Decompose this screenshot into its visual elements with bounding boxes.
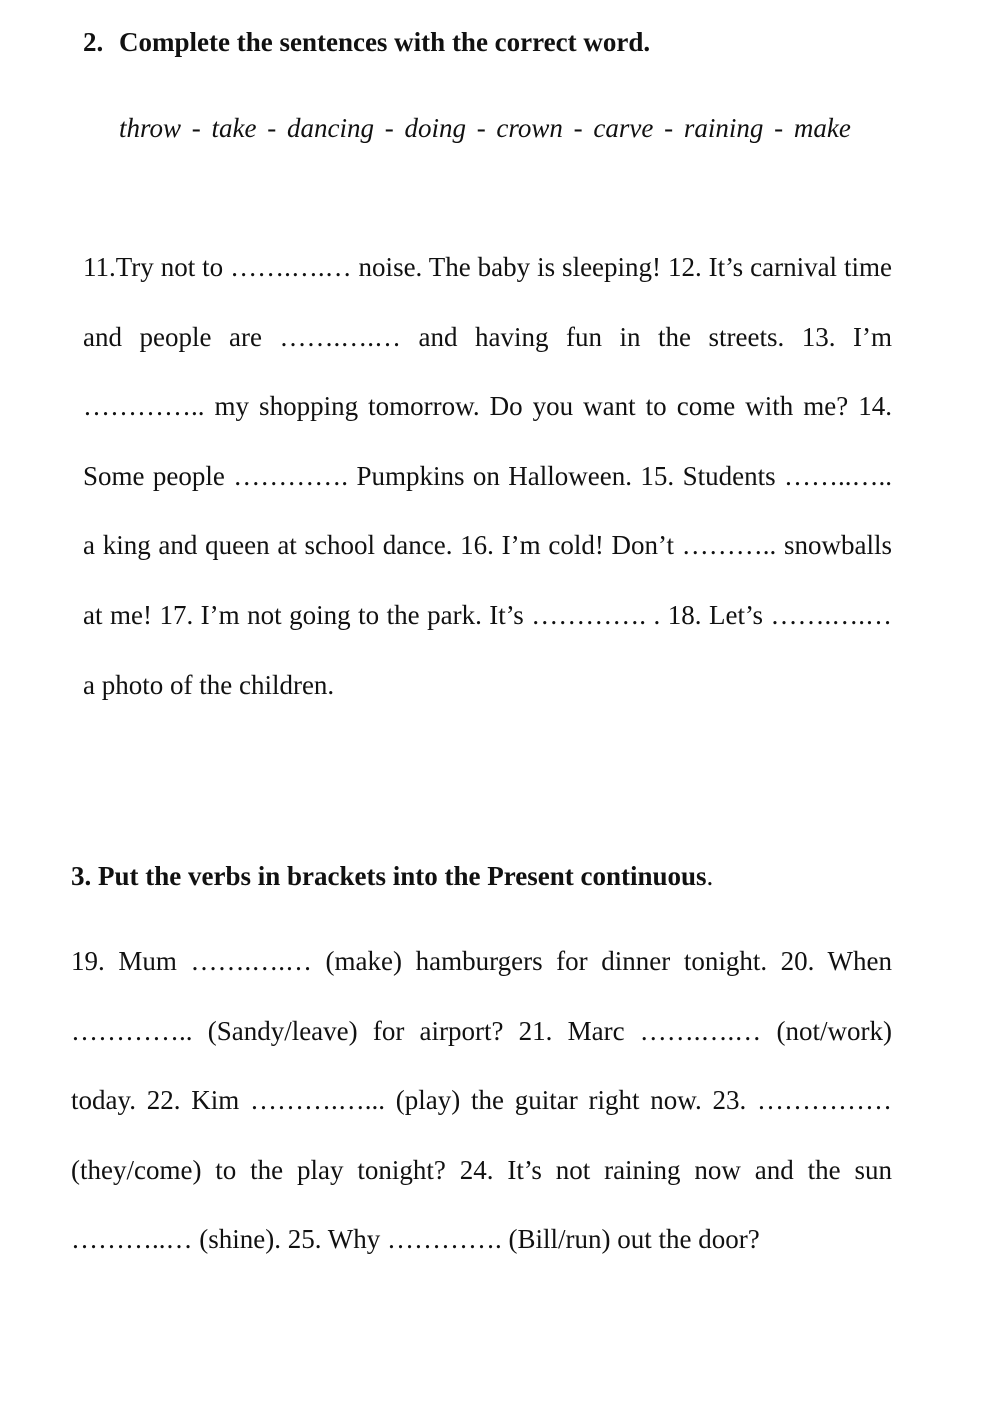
section-3-title-period: . (706, 861, 714, 891)
section-2-heading (83, 26, 650, 58)
section-2-number: 2. (83, 27, 104, 57)
word-bank: throw - take - dancing - doing - crown - carve - raining - make (119, 113, 851, 143)
section-3-title: 3. Put the verbs in brackets into the Present continuous (71, 861, 707, 891)
section-2-exercise-text: 11.Try not to …….….… noise. The baby is sleeping! 12. It’s carnival time and people are …….….… and having fun in the streets. 13. I’m ………….. my shopping tomorrow. Do you want to come with me? 14. Some people …………. Pumpkins on Halloween. 15. Students ……..….. a king and queen at school dance. 16. I’m cold! Don’t ……….. snowballs at me! 17. I’m not going to the park. It’s …………. . 18. Let’s …….….… a photo of the children. (83, 252, 892, 700)
section-3-heading (71, 860, 713, 892)
section-2-title: Complete the sentences with the correct word. (119, 27, 651, 57)
section-3-exercise-text: 19. Mum …….….… (make) hamburgers for dinner tonight. 20. When ………….. (Sandy/leave) for airport? 21. Marc …….….… (not/work) today. 22. Kim ……….…... (play) the guitar right now. 23. …………… (they/come) to the play tonight? 24. It’s not raining now and the sun ………..… (shine). 25. Why …………. (Bill/run) out the door? (71, 946, 892, 1255)
